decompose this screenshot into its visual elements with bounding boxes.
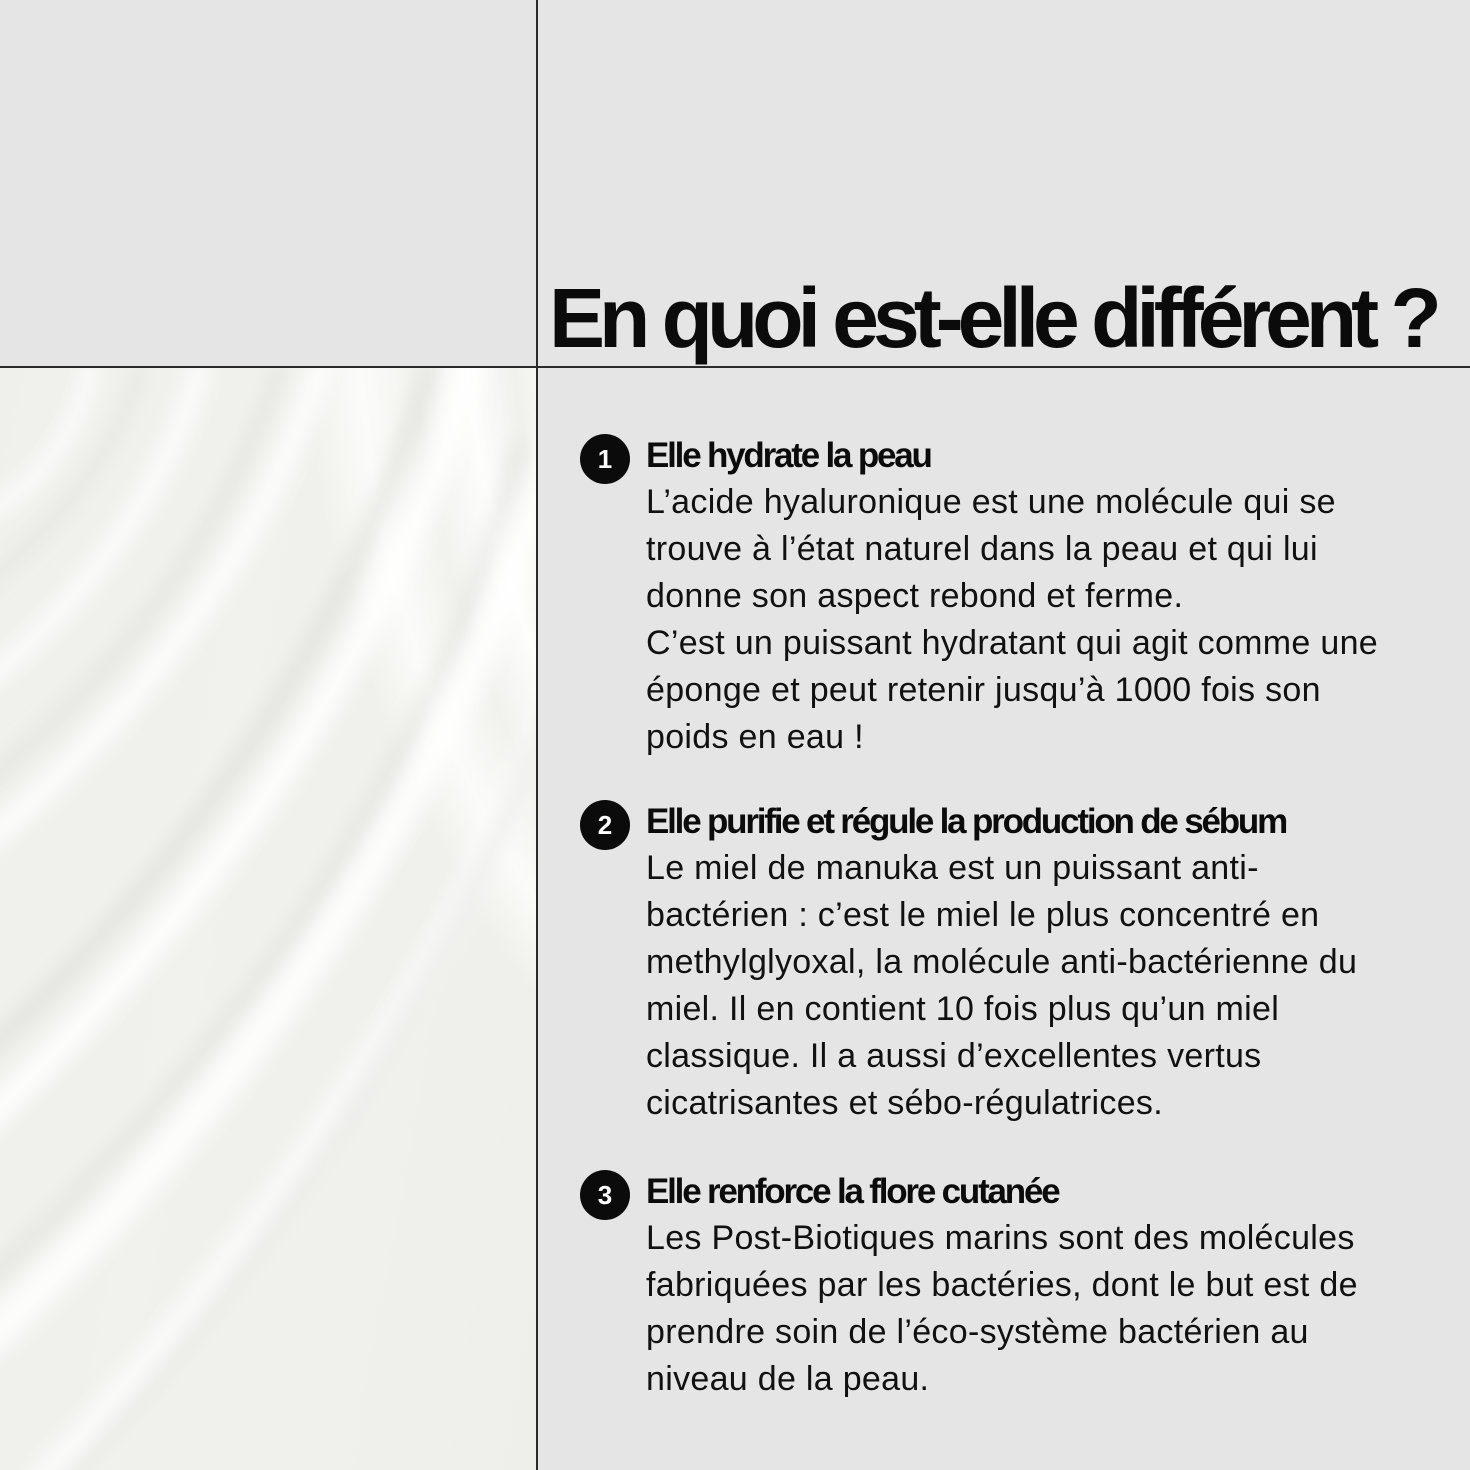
benefit-description: Le miel de manuka est un puissant anti- bactérien : c’est le miel le plus concentré en methylglyoxal, la molécule anti-bactérienne du miel. Il en contient 10 fois plus qu’un miel classique. Il a aussi d’excellentes vertus cicatrisantes et sébo-régulatrices. xyxy=(646,849,1358,1122)
number-badge: 1 xyxy=(580,434,630,484)
benefit-title: Elle hydrate la peau xyxy=(646,436,931,475)
benefit-title: Elle renforce la flore cutanée xyxy=(646,1172,1059,1211)
top-left-panel xyxy=(0,0,537,366)
cream-swirl-graphic xyxy=(0,367,537,1470)
benefit-title: Elle purifie et régule la production de sébum xyxy=(646,802,1287,841)
vertical-divider xyxy=(536,0,538,1470)
cream-texture-image xyxy=(0,367,537,1470)
benefit-description: Les Post-Biotiques marins sont des molécules fabriquées par les bactéries, dont le but est de prendre soin de l’éco-système bactérien au niveau de la peau. xyxy=(646,1219,1358,1398)
benefit-description: L’acide hyaluronique est une molécule qui se trouve à l’état naturel dans la peau et qui lui donne son aspect rebond et ferme. C’est un puissant hydratant qui agit comme une éponge et peut retenir jusqu’à 1000 fois son poids en eau ! xyxy=(646,483,1378,756)
number-badge: 2 xyxy=(580,800,630,850)
number-badge: 3 xyxy=(580,1170,630,1220)
page-title: En quoi est-elle différent ? xyxy=(549,271,1436,365)
